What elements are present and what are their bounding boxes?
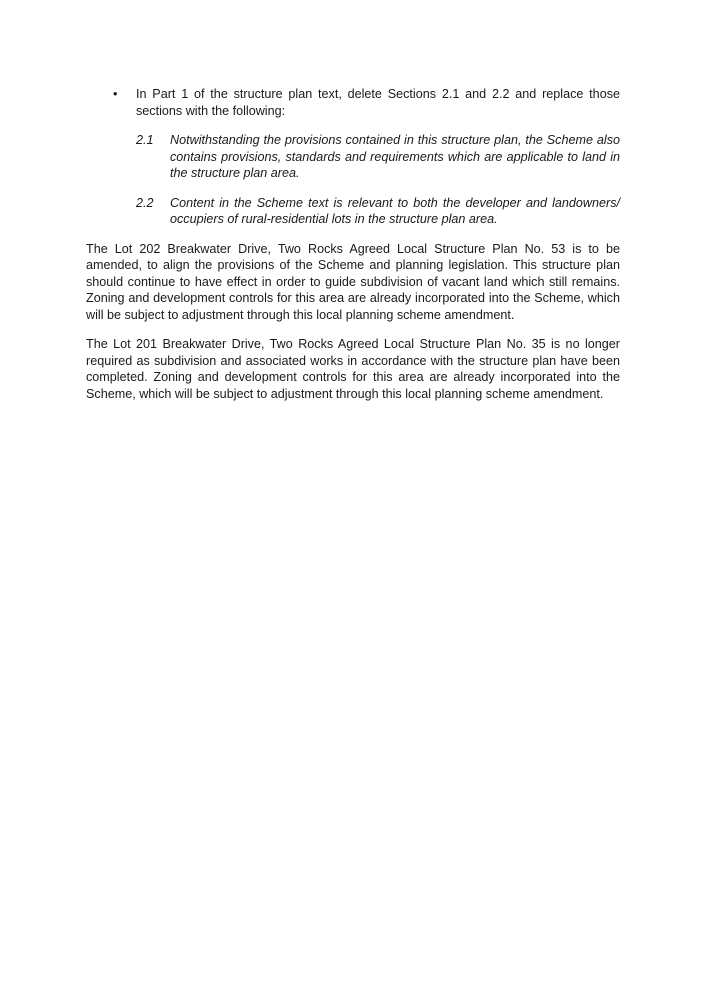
paragraph-lot-202: The Lot 202 Breakwater Drive, Two Rocks Agreed Local Structure Plan No. 53 is to be amended, to align the provisions of the Scheme and planning legislation. This structure plan should continue to have effect in order to guide subdivision of vacant land which still remains. Zoning and development controls for this area are already incorporated into the Scheme, which will be subject to adjustment through this local planning scheme amendment. xyxy=(86,241,620,322)
section-text: Content in the Scheme text is relevant to both the developer and landowners/ occupiers of rural-residential lots in the structure plan area. xyxy=(170,195,620,226)
section-2-1 xyxy=(86,132,620,182)
bullet-item xyxy=(86,86,620,119)
bullet-icon: • xyxy=(113,87,118,101)
section-number: 2.1 xyxy=(136,133,154,147)
document-body xyxy=(86,86,620,402)
section-2-2 xyxy=(86,195,620,228)
replacement-sections xyxy=(86,132,620,228)
bullet-text: In Part 1 of the structure plan text, delete Sections 2.1 and 2.2 and replace those sections with the following: xyxy=(136,87,620,118)
paragraph-lot-201: The Lot 201 Breakwater Drive, Two Rocks Agreed Local Structure Plan No. 35 is no longer required as subdivision and associated works in accordance with the structure plan have been completed. Zoning and development controls for this area are already incorporated into the Scheme, which will be subject to adjustment through this local planning scheme amendment. xyxy=(86,337,620,401)
section-number: 2.2 xyxy=(136,195,154,210)
section-text: Notwithstanding the provisions contained in this structure plan, the Scheme also contains provisions, standards and requirements which are applicable to land in the structure plan area. xyxy=(170,133,620,180)
